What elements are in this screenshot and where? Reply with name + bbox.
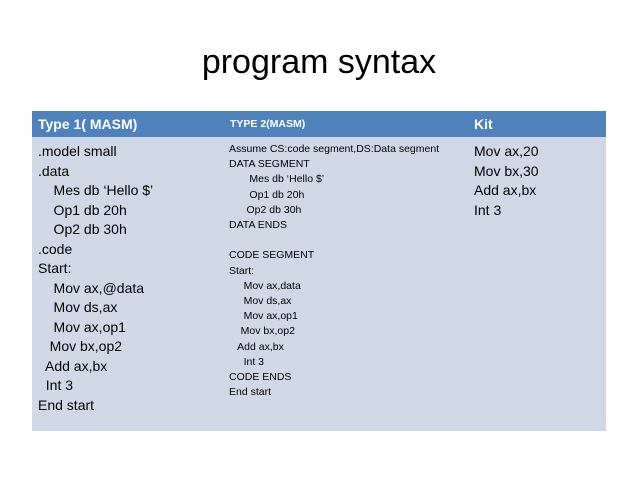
- code-line: Add ax,bx: [474, 182, 537, 198]
- code-line: Mov ax,20: [474, 143, 539, 159]
- code-line: Mov ax,op1: [229, 310, 298, 323]
- code-line: Mes db ‘Hello $’: [38, 182, 154, 198]
- code-line: DATA ENDS: [229, 219, 287, 232]
- code-line: Op1 db 20h: [38, 201, 127, 218]
- code-line: Mov ax,op1: [38, 318, 126, 335]
- slide-title: program syntax: [201, 43, 437, 81]
- code-line: Mov bx,op2: [38, 338, 123, 354]
- code-line: Add ax,bx: [38, 357, 108, 374]
- code-line: .data: [38, 162, 70, 179]
- code-line: Op1 db 20h: [229, 188, 305, 201]
- code-line: DATA SEGMENT: [229, 158, 310, 171]
- code-line: End start: [38, 396, 95, 413]
- code-line: Mov ds,ax: [38, 299, 118, 315]
- code-line: CODE ENDS: [229, 371, 292, 384]
- code-line: Start:: [38, 260, 72, 276]
- code-line: Start:: [229, 264, 255, 277]
- type1-code-column: [38, 142, 223, 415]
- header-type1: Type 1( MASM): [38, 116, 138, 132]
- code-line: Assume CS:code segment,DS:Data segment: [229, 143, 440, 155]
- kit-code-column: [474, 142, 602, 220]
- code-line: Int 3: [229, 355, 265, 368]
- code-line: Int 3: [38, 377, 74, 393]
- table-header-row: [32, 111, 606, 137]
- syntax-table: [32, 111, 606, 431]
- code-line: Add ax,bx: [229, 340, 284, 353]
- code-line: Mov bx,30: [474, 162, 539, 179]
- code-line: Mes db ‘Hello $’: [229, 173, 325, 186]
- code-line: .model small: [38, 143, 117, 159]
- header-kit: Kit: [474, 116, 493, 132]
- code-line: Mov bx,op2: [229, 325, 295, 338]
- header-type2: TYPE 2(MASM): [230, 118, 306, 130]
- code-line: CODE SEGMENT: [229, 249, 315, 262]
- code-line: Op2 db 30h: [38, 221, 127, 237]
- code-line: Int 3: [474, 201, 502, 218]
- code-line: .code: [38, 240, 73, 257]
- type2-code-column: [229, 142, 467, 400]
- code-line: Mov ds,ax: [229, 295, 292, 308]
- code-line: Mov ax,data: [229, 279, 301, 292]
- code-line: Mov ax,@data: [38, 279, 145, 296]
- code-line: End start: [229, 386, 272, 399]
- code-line: [229, 233, 467, 248]
- code-line: Op2 db 30h: [229, 203, 302, 216]
